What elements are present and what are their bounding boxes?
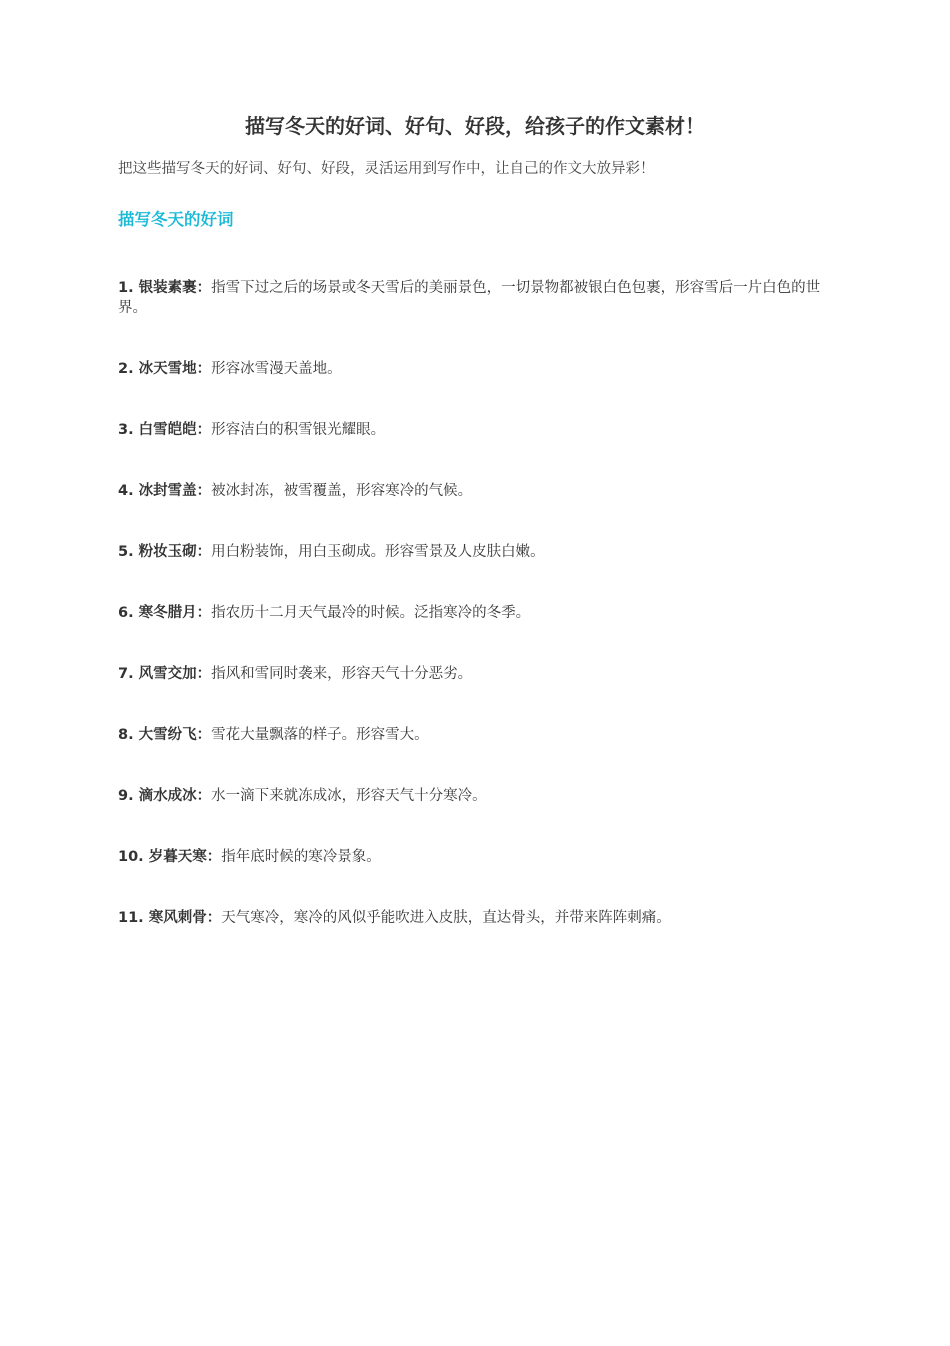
- term-head: 11. 寒风刺骨：: [118, 910, 222, 926]
- term-head: 7. 风雪交加：: [118, 666, 212, 682]
- list-item: [118, 359, 832, 379]
- term-desc: 雪花大量飘落的样子。形容雪大。: [211, 727, 429, 743]
- term-desc: 用白粉装饰，用白玉砌成。形容雪景及人皮肤白嫩。: [211, 544, 545, 560]
- term-head: 8. 大雪纷飞：: [118, 727, 212, 743]
- term-desc: 形容冰雪漫天盖地。: [211, 361, 342, 377]
- list-item: [118, 786, 832, 806]
- term-desc: 指年底时候的寒冷景象。: [221, 849, 381, 865]
- term-desc: 天气寒冷，寒冷的风似乎能吹进入皮肤，直达骨头，并带来阵阵刺痛。: [221, 910, 671, 926]
- list-item: [118, 664, 832, 684]
- term-head: 5. 粉妆玉砌：: [118, 544, 212, 560]
- list-item: [118, 908, 832, 928]
- term-head: 6. 寒冬腊月：: [118, 605, 212, 621]
- term-head: 3. 白雪皑皑：: [118, 422, 212, 438]
- term-head: 9. 滴水成冰：: [118, 788, 212, 804]
- list-item: [118, 481, 832, 501]
- list-item: [118, 542, 832, 562]
- term-desc: 指风和雪同时袭来，形容天气十分恶劣。: [211, 666, 473, 682]
- term-desc: 水一滴下来就冻成冰，形容天气十分寒冷。: [211, 788, 487, 804]
- term-head: 10. 岁暮天寒：: [118, 849, 222, 865]
- intro-paragraph: 把这些描写冬天的好词、好句、好段，灵活运用到写作中，让自己的作文大放异彩！: [118, 161, 655, 177]
- term-desc: 被冰封冻，被雪覆盖，形容寒冷的气候。: [211, 483, 473, 499]
- section-heading: 描写冬天的好词: [118, 210, 234, 229]
- page-title: 描写冬天的好词、好句、好段，给孩子的作文素材！: [245, 114, 705, 138]
- list-item: [118, 278, 832, 318]
- term-desc: 指雪下过之后的场景或冬天雪后的美丽景色，一切景物都被银白色包裹，形容雪后一片白色的世界。: [118, 280, 821, 316]
- list-item: [118, 420, 832, 440]
- term-list: [118, 278, 832, 928]
- term-head: 2. 冰天雪地：: [118, 361, 212, 377]
- term-head: 1. 银装素裹：: [118, 280, 212, 296]
- list-item: [118, 725, 832, 745]
- term-desc: 指农历十二月天气最冷的时候。泛指寒冷的冬季。: [211, 605, 531, 621]
- term-head: 4. 冰封雪盖：: [118, 483, 212, 499]
- list-item: [118, 847, 832, 867]
- list-item: [118, 603, 832, 623]
- term-desc: 形容洁白的积雪银光耀眼。: [211, 422, 386, 438]
